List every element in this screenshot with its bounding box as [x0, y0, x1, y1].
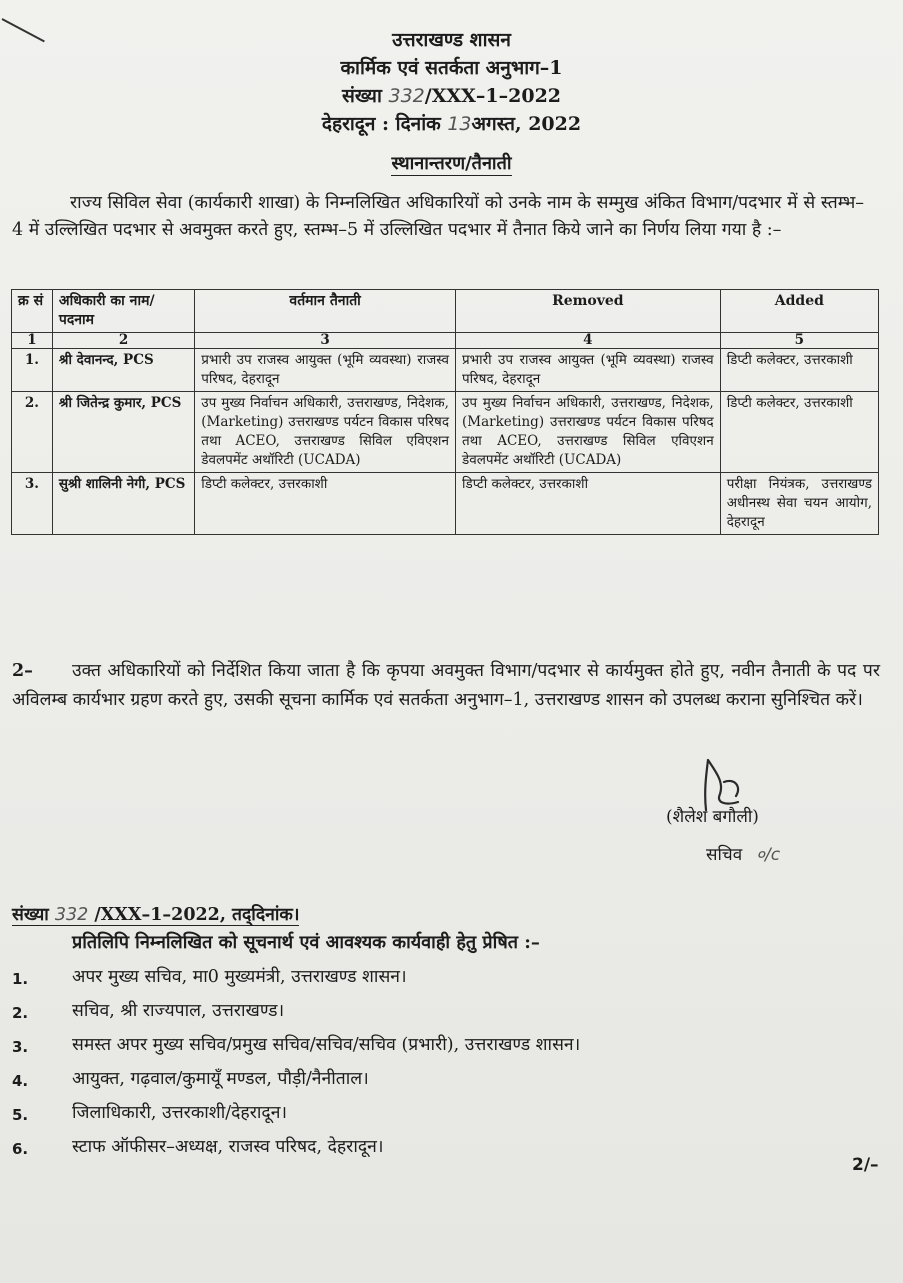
row-sno: 1.: [12, 349, 53, 392]
header-added: Added: [720, 290, 878, 333]
item-number: 4.: [12, 1072, 29, 1090]
item-number: 6.: [12, 1140, 29, 1158]
header-current-posting: वर्तमान तैनाती: [195, 290, 456, 333]
list-item: [0, 1128, 903, 1162]
department-name: कार्मिक एवं सतर्कता अनुभाग–1: [340, 57, 563, 79]
table-row: [12, 473, 879, 535]
row-added: डिप्टी कलेक्टर, उत्तरकाशी: [720, 349, 878, 392]
page-number: 2/–: [852, 1155, 879, 1175]
ref-suffix: /XXX–1–2022: [424, 85, 562, 107]
ref-number-handwritten: 332: [388, 85, 425, 107]
paragraph-1: राज्य सिविल सेवा (कार्यकारी शाखा) के निम्नलिखित अधिकारियों को उनके नाम के सम्मुख अंकित विभाग/पदभार में से स्तम्भ–4 में उल्लिखित पदभार से अवमुक्त करते हुए, स्तम्भ–5 में उल्लिखित पदभार में तैनात किये जाने का निर्णय लिया गया है :–: [12, 193, 864, 240]
item-number: 2.: [12, 1004, 29, 1022]
copy-ref-number-handwritten: 332: [54, 905, 89, 925]
letter-header: [0, 26, 903, 138]
paragraph-2: [12, 657, 880, 715]
row-current-posting: उप मुख्य निर्वाचन अधिकारी, उत्तराखण्ड, निदेशक, (Marketing) उत्तराखण्ड पर्यटन विकास परिषद तथा ACEO, उत्तराखण्ड सिविल एविएशन डेवलपमेंट अथॉरिटी (UCADA): [195, 392, 456, 473]
row-officer: श्री जितेन्द्र कुमार, PCS: [52, 392, 194, 473]
paragraph-number: 2–: [12, 661, 33, 681]
column-number: 2: [52, 333, 194, 349]
row-current-posting: डिप्टी कलेक्टर, उत्तरकाशी: [195, 473, 456, 535]
table-header-row: [12, 290, 879, 333]
list-item: [0, 958, 903, 992]
paragraph-2-text: उक्त अधिकारियों को निर्देशित किया जाता है कि कृपया अवमुक्त विभाग/पदभार से कार्यमुक्त होते हुए, नवीन तैनाती के पद पर अविलम्ब कार्यभार ग्रहण करते हुए, उसकी सूचना कार्मिक एवं सतर्कता अनुभाग–1, उत्तराखण्ड शासन को उपलब्ध कराना सुनिश्चित करें।: [12, 661, 880, 710]
copy-ref-underlined: [12, 905, 299, 926]
column-number: 3: [195, 333, 456, 349]
item-text: सचिव, श्री राज्यपाल, उत्तराखण्ड।: [72, 1001, 285, 1021]
item-number: 1.: [12, 970, 29, 988]
item-number: 5.: [12, 1106, 29, 1124]
item-text: आयुक्त, गढ़वाल/कुमायूँ मण्डल, पौड़ी/नैनीताल।: [72, 1069, 369, 1089]
designation-text: सचिव: [706, 845, 743, 865]
letter-date: [0, 110, 903, 138]
signatory-name: (शैलेश बगौली): [666, 807, 759, 827]
row-added: डिप्टी कलेक्टर, उत्तरकाशी: [720, 392, 878, 473]
government-name: उत्तराखण्ड शासन: [392, 29, 511, 51]
column-number-row: [12, 333, 879, 349]
item-text: स्टाफ ऑफीसर–अध्यक्ष, राजस्व परिषद, देहरादून।: [72, 1137, 384, 1157]
column-number: 5: [720, 333, 878, 349]
copy-ref-prefix: संख्या: [12, 905, 55, 925]
signatory-designation: [706, 842, 780, 865]
list-item: [0, 1060, 903, 1094]
row-officer: सुश्री शालिनी नेगी, PCS: [52, 473, 194, 535]
subject-heading: [0, 151, 903, 175]
handwritten-annotation: ०/c: [756, 845, 781, 865]
row-removed: उप मुख्य निर्वाचन अधिकारी, उत्तराखण्ड, निदेशक, (Marketing) उत्तराखण्ड पर्यटन विकास परिषद तथा ACEO, उत्तराखण्ड सिविल एविएशन डेवलपमेंट अथॉरिटी (UCADA): [455, 392, 720, 473]
row-officer: श्री देवानन्द, PCS: [52, 349, 194, 392]
copy-ref-suffix: /XXX–1–2022, तद्‌दिनांक।: [88, 905, 300, 925]
row-current-posting: प्रभारी उप राजस्व आयुक्त (भूमि व्यवस्था) राजस्व परिषद, देहरादून: [195, 349, 456, 392]
row-added: परीक्षा नियंत्रक, उत्तराखण्ड अधीनस्थ सेवा चयन आयोग, देहरादून: [720, 473, 878, 535]
date-day-handwritten: 13: [447, 113, 472, 135]
item-text: अपर मुख्य सचिव, मा0 मुख्यमंत्री, उत्तराखण्ड शासन।: [72, 967, 407, 987]
row-removed: प्रभारी उप राजस्व आयुक्त (भूमि व्यवस्था) राजस्व परिषद, देहरादून: [455, 349, 720, 392]
list-item: [0, 992, 903, 1026]
reference-number: [0, 82, 903, 110]
table-row: [12, 349, 879, 392]
subject-text: स्थानान्तरण/तैनाती: [391, 153, 512, 174]
list-item: [0, 1094, 903, 1128]
copy-reference: [12, 902, 299, 926]
item-text: जिलाधिकारी, उत्तरकाशी/देहरादून।: [72, 1103, 288, 1123]
item-text: समस्त अपर मुख्य सचिव/प्रमुख सचिव/सचिव/सचिव (प्रभारी), उत्तराखण्ड शासन।: [72, 1035, 581, 1055]
header-sno: क्र सं: [12, 290, 53, 333]
column-number: 1: [12, 333, 53, 349]
list-item: [0, 1026, 903, 1060]
row-sno: 3.: [12, 473, 53, 535]
date-prefix: देहरादून : दिनांक: [321, 113, 448, 135]
copy-recipient-list: [0, 958, 903, 1162]
date-suffix: अगस्त, 2022: [471, 113, 582, 135]
item-number: 3.: [12, 1038, 29, 1056]
row-removed: डिप्टी कलेक्टर, उत्तरकाशी: [455, 473, 720, 535]
transfer-table: [11, 289, 879, 535]
copy-intro: प्रतिलिपि निम्नलिखित को सूचनार्थ एवं आवश्यक कार्यवाही हेतु प्रेषित :–: [72, 932, 540, 953]
column-number: 4: [455, 333, 720, 349]
row-sno: 2.: [12, 392, 53, 473]
ref-prefix: संख्या: [341, 85, 389, 107]
table-row: [12, 392, 879, 473]
header-removed: Removed: [455, 290, 720, 333]
header-officer: अधिकारी का नाम/पदनाम: [52, 290, 194, 333]
